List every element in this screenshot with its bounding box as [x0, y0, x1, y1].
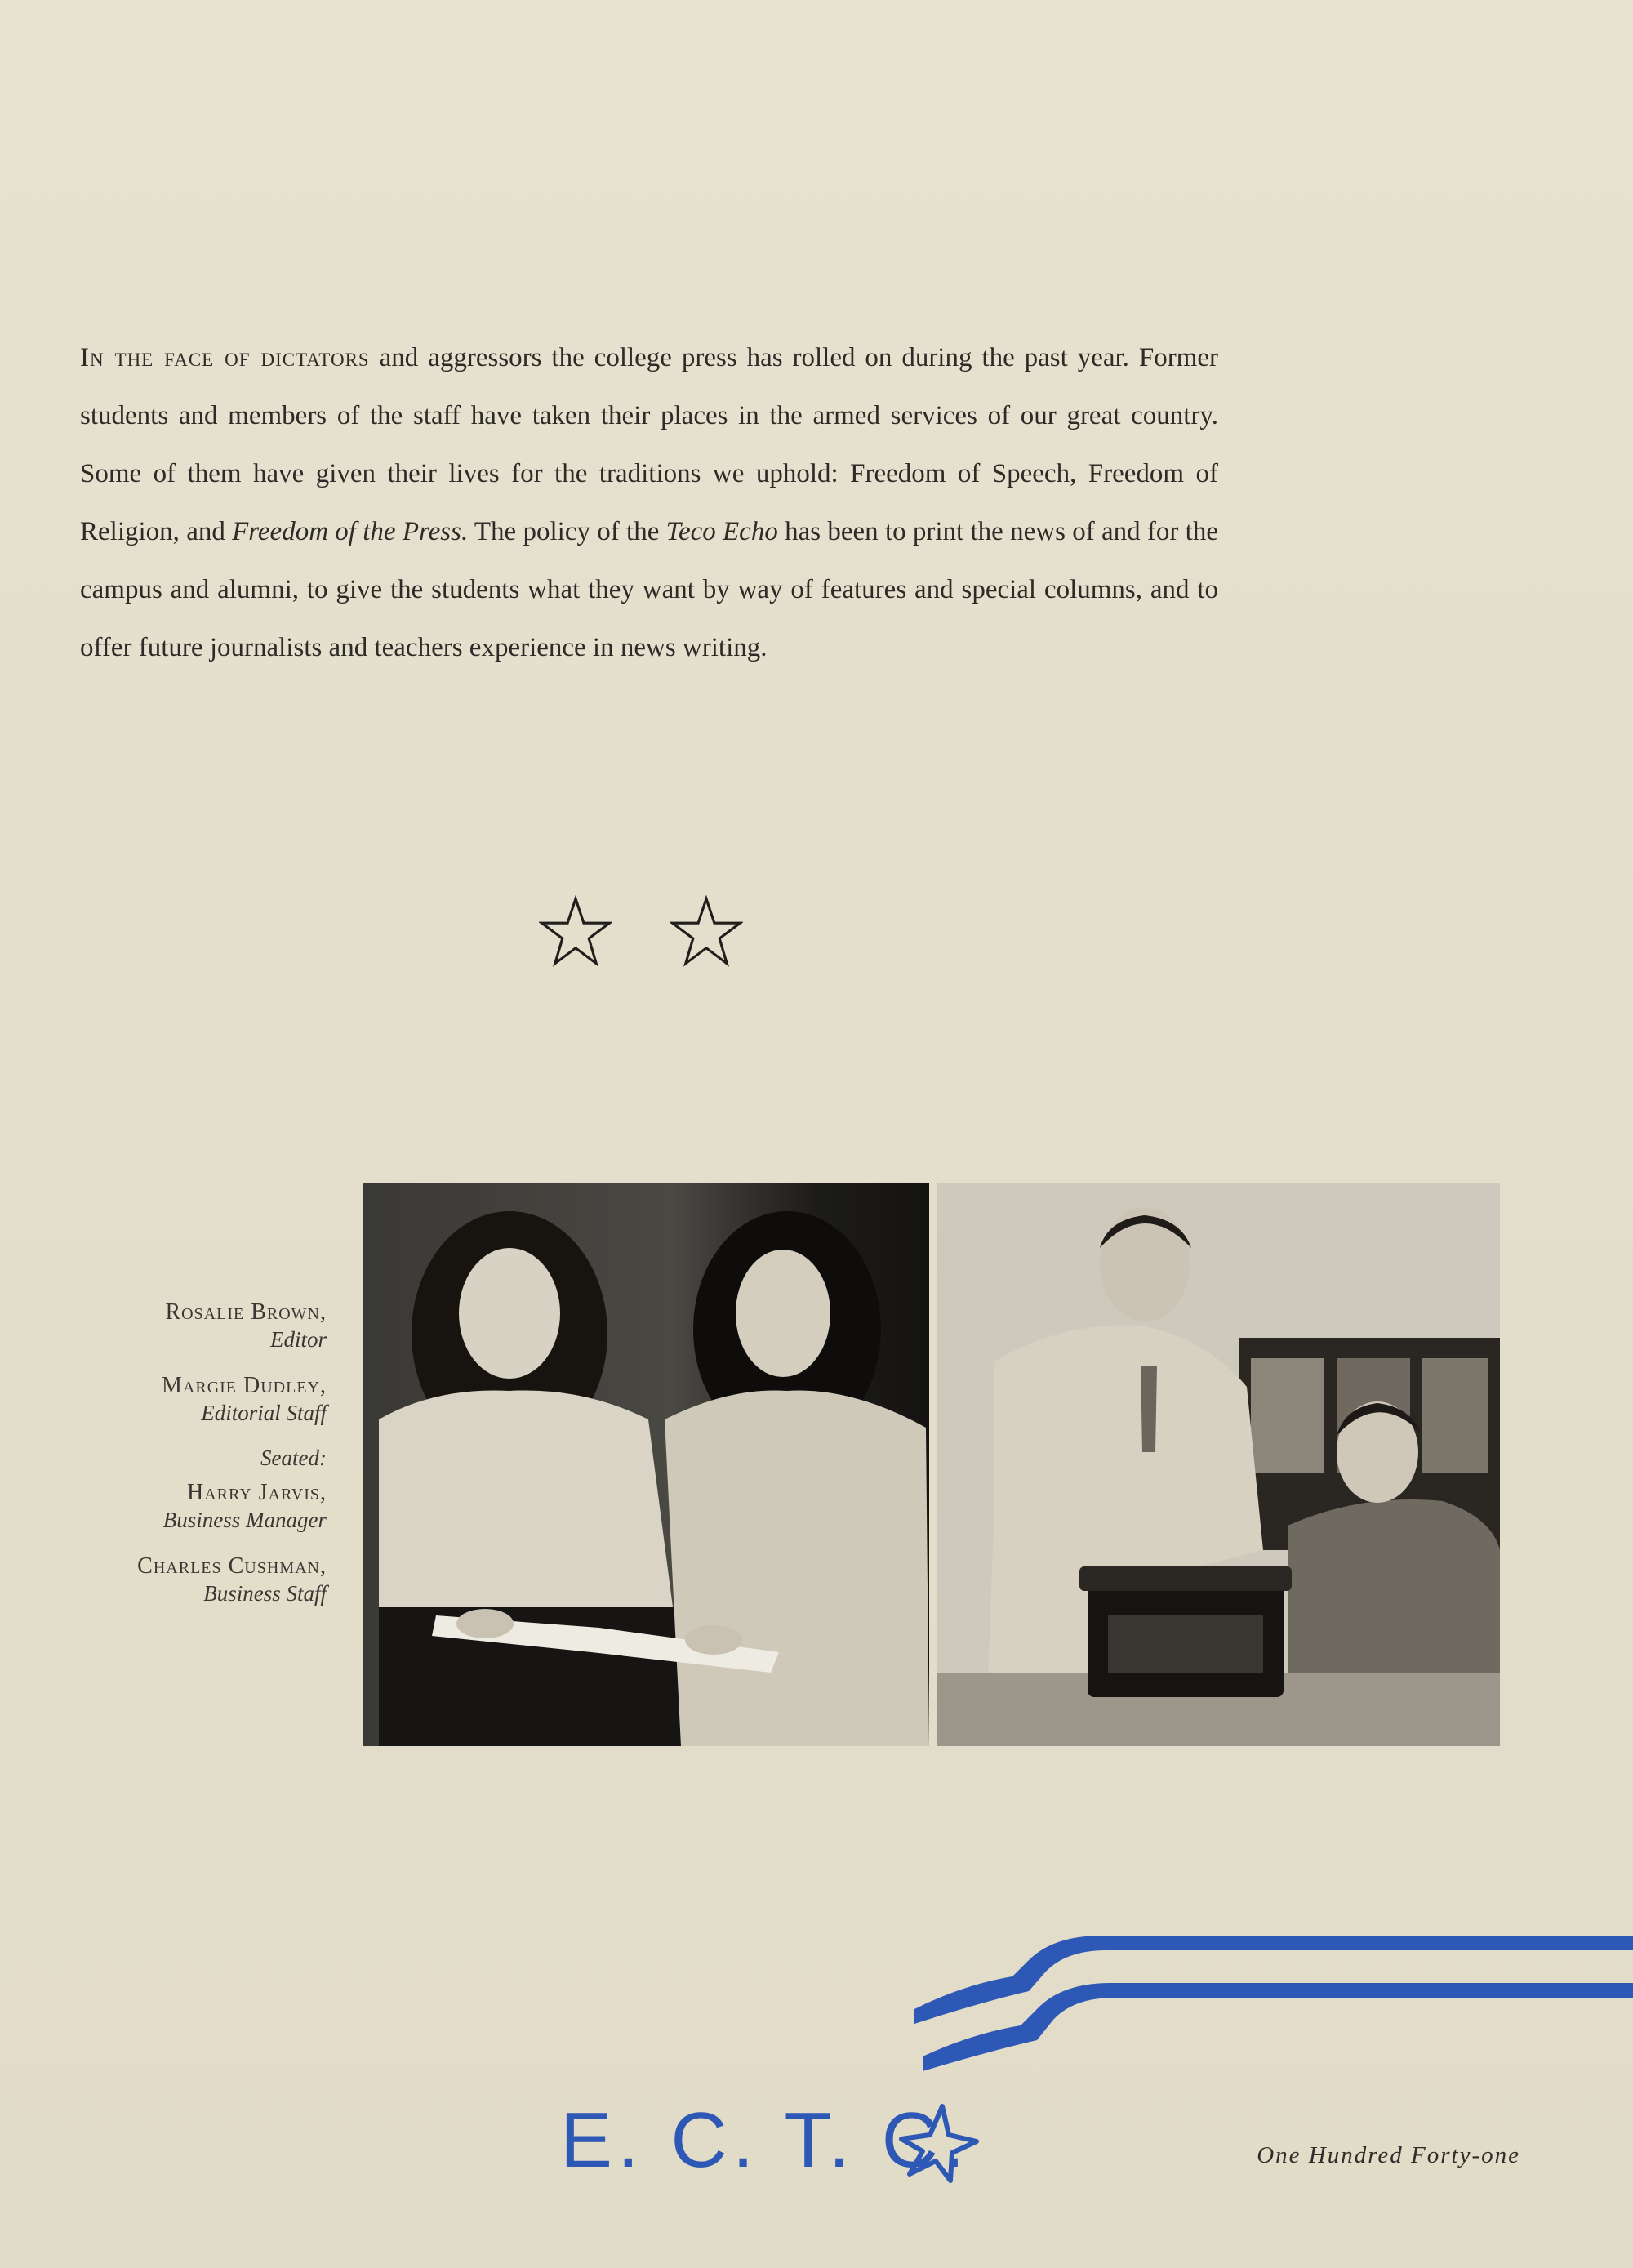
photo-business-staff	[937, 1183, 1500, 1746]
photo-editors	[363, 1183, 929, 1746]
logo-text: E. C. T. C.	[560, 2096, 970, 2184]
photo-captions	[49, 1299, 327, 1626]
star-divider	[539, 895, 751, 969]
caption-business-manager	[49, 1446, 327, 1533]
caption-name: Rosalie Brown,	[165, 1299, 327, 1325]
intro-paragraph	[80, 329, 1218, 677]
intro-text-2: The policy of the	[468, 517, 666, 546]
caption-editor	[49, 1299, 327, 1352]
caption-name: Harry Jarvis,	[187, 1480, 327, 1505]
caption-name: Margie Dudley,	[162, 1373, 327, 1398]
caption-role: Editor	[269, 1327, 327, 1352]
intro-paper-name: Teco Echo	[665, 517, 778, 546]
caption-editorial-staff	[49, 1372, 327, 1426]
intro-text-3: has been to print the news of and for the campus and alumni, to give the students what they want by way of features and special columns, and to offer future journalists and teachers experience in news writing.	[80, 517, 1218, 662]
caption-business-staff	[49, 1553, 327, 1606]
star-logo-icon	[893, 2102, 983, 2184]
caption-role: Business Staff	[203, 1581, 327, 1606]
caption-role: Editorial Staff	[201, 1401, 327, 1425]
outline-star-icon	[539, 895, 612, 969]
caption-name: Charles Cushman,	[137, 1553, 327, 1579]
intro-freedom-press: Freedom of the Press.	[232, 517, 469, 546]
blue-ribbon-stripes	[914, 1927, 1633, 2074]
intro-text-1: and aggressors the college press has rolled on during the past year. Former students and members of the staff have taken their places in the armed services of our great country. Some of them have given their lives for the traditions we uphold: Freedom of Speech, Freedom of Religion, and	[80, 343, 1218, 546]
caption-seated-label: Seated:	[260, 1446, 327, 1470]
page-number: One Hundred Forty-one	[1257, 2142, 1520, 2168]
outline-star-icon	[670, 895, 743, 969]
intro-lead: In the face of dictators	[80, 343, 370, 372]
caption-role: Business Manager	[162, 1508, 327, 1532]
